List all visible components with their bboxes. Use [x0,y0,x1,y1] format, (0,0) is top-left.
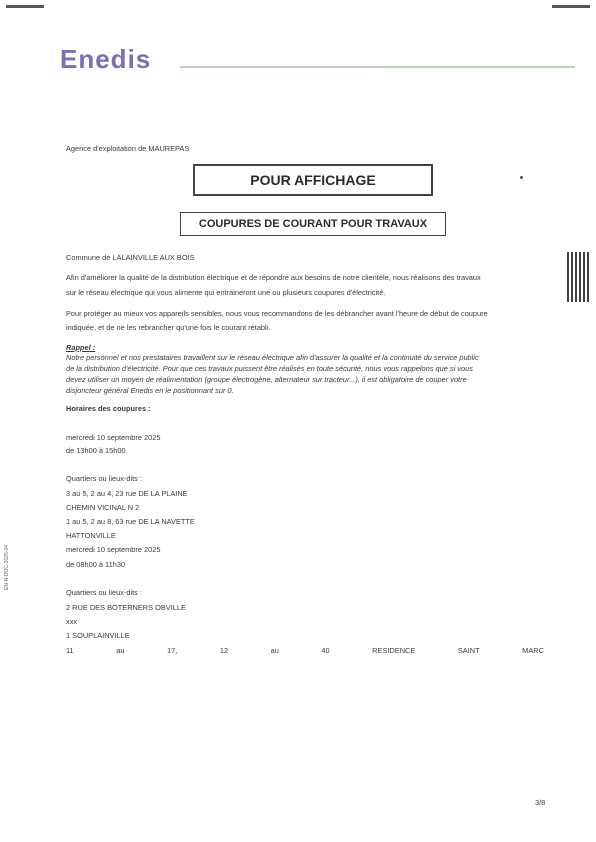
rappel-line-4: disjoncteur général Enedis en le positionnant sur 0. [66,386,234,395]
address-token: au [116,646,125,655]
slot1-place: 1 au 5, 2 au 8, 63 rue DE LA NAVETTE [66,517,195,526]
slot2-place: 1 SOUPLAINVILLE [66,631,130,640]
subtitle-text: COUPURES DE COURANT POUR TRAVAUX [198,218,428,230]
rappel-label: Rappel : [66,343,96,352]
corner-mark-left [6,5,44,8]
qr-code-icon [567,252,589,302]
address-token: MARC [522,646,544,655]
title-text: POUR AFFICHAGE [250,172,376,188]
protect-line-1: Pour protéger au mieux vos appareils sensibles, nous vous recommandons de les débrancher avant l'heure de début de coupure [66,309,488,318]
horaires-label: Horaires des coupures : [66,404,151,413]
address-token: RESIDENCE [372,646,416,655]
page-number: 3/8 [535,798,546,807]
slot2-date: mercredi 10 septembre 2025 [66,545,161,554]
header-rule [180,66,575,68]
slot2-quartiers-label: Quartiers ou lieux-dits : [66,588,142,597]
slot2-place: 2 RUE DES BOTERNERS OBVILLE [66,603,186,612]
commune-label: Commune de LALAINVILLE AUX BOIS [66,253,195,262]
address-token: 40 [321,646,330,655]
corner-mark-right [552,5,590,8]
address-token: 12 [219,646,229,655]
intro-line-1: Afin d'améliorer la qualité de la distribution électrique et de répondre aux besoins de notre clientèle, nous réalisons des travaux [66,273,481,282]
slot1-place: CHEMIN VICINAL N 2 [66,503,140,512]
address-token: SAINT [457,646,480,655]
mark-dot [520,176,523,179]
slot2-address-line [66,646,544,655]
enedis-logo: Enedis [60,44,152,74]
slot1-place: 3 au 5, 2 au 4, 23 rue DE LA PLAINE [66,489,188,498]
subtitle-box [180,212,446,236]
address-token: 11 [66,646,74,655]
side-reference: EN-N-DOC-2025-04 [4,544,10,590]
rappel-line-1: Notre personnel et nos prestataires travaillent sur le réseau électrique afin d'assurer la qualité et la continuité du service public [66,353,479,362]
slot2-place: xxx [66,617,78,626]
address-token: 17, [167,646,178,655]
title-box [193,164,433,196]
rappel-line-2: de la distribution d'électricité. Pour que ces travaux puissent être réalisés en toute sécurité, nous vous rappelons que si vous [66,364,473,373]
slot1-time: de 13h00 à 15h00 [66,446,126,455]
agency-label: Agence d'exploitation de MAUREPAS [66,144,190,153]
slot1-quartiers-label: Quartiers ou lieux-dits : [66,474,142,483]
slot1-date: mercredi 10 septembre 2025 [66,433,161,442]
slot2-time: de 08h00 à 11h30 [66,560,126,569]
protect-line-2: indiquée, et de ne les rebrancher qu'une fois le courant rétabli. [66,323,271,332]
address-token: au [270,646,279,655]
intro-line-2: sur le réseau électrique qui vous alimente qui entraineront une ou plusieurs coupures d'électricité. [66,288,386,297]
rappel-line-3: devez utiliser un moyen de réalimentation (groupe électrogène, alternateur sur tracteur...), il est obligatoire de couper votre [66,375,467,384]
slot1-place: HATTONVILLE [66,531,116,540]
